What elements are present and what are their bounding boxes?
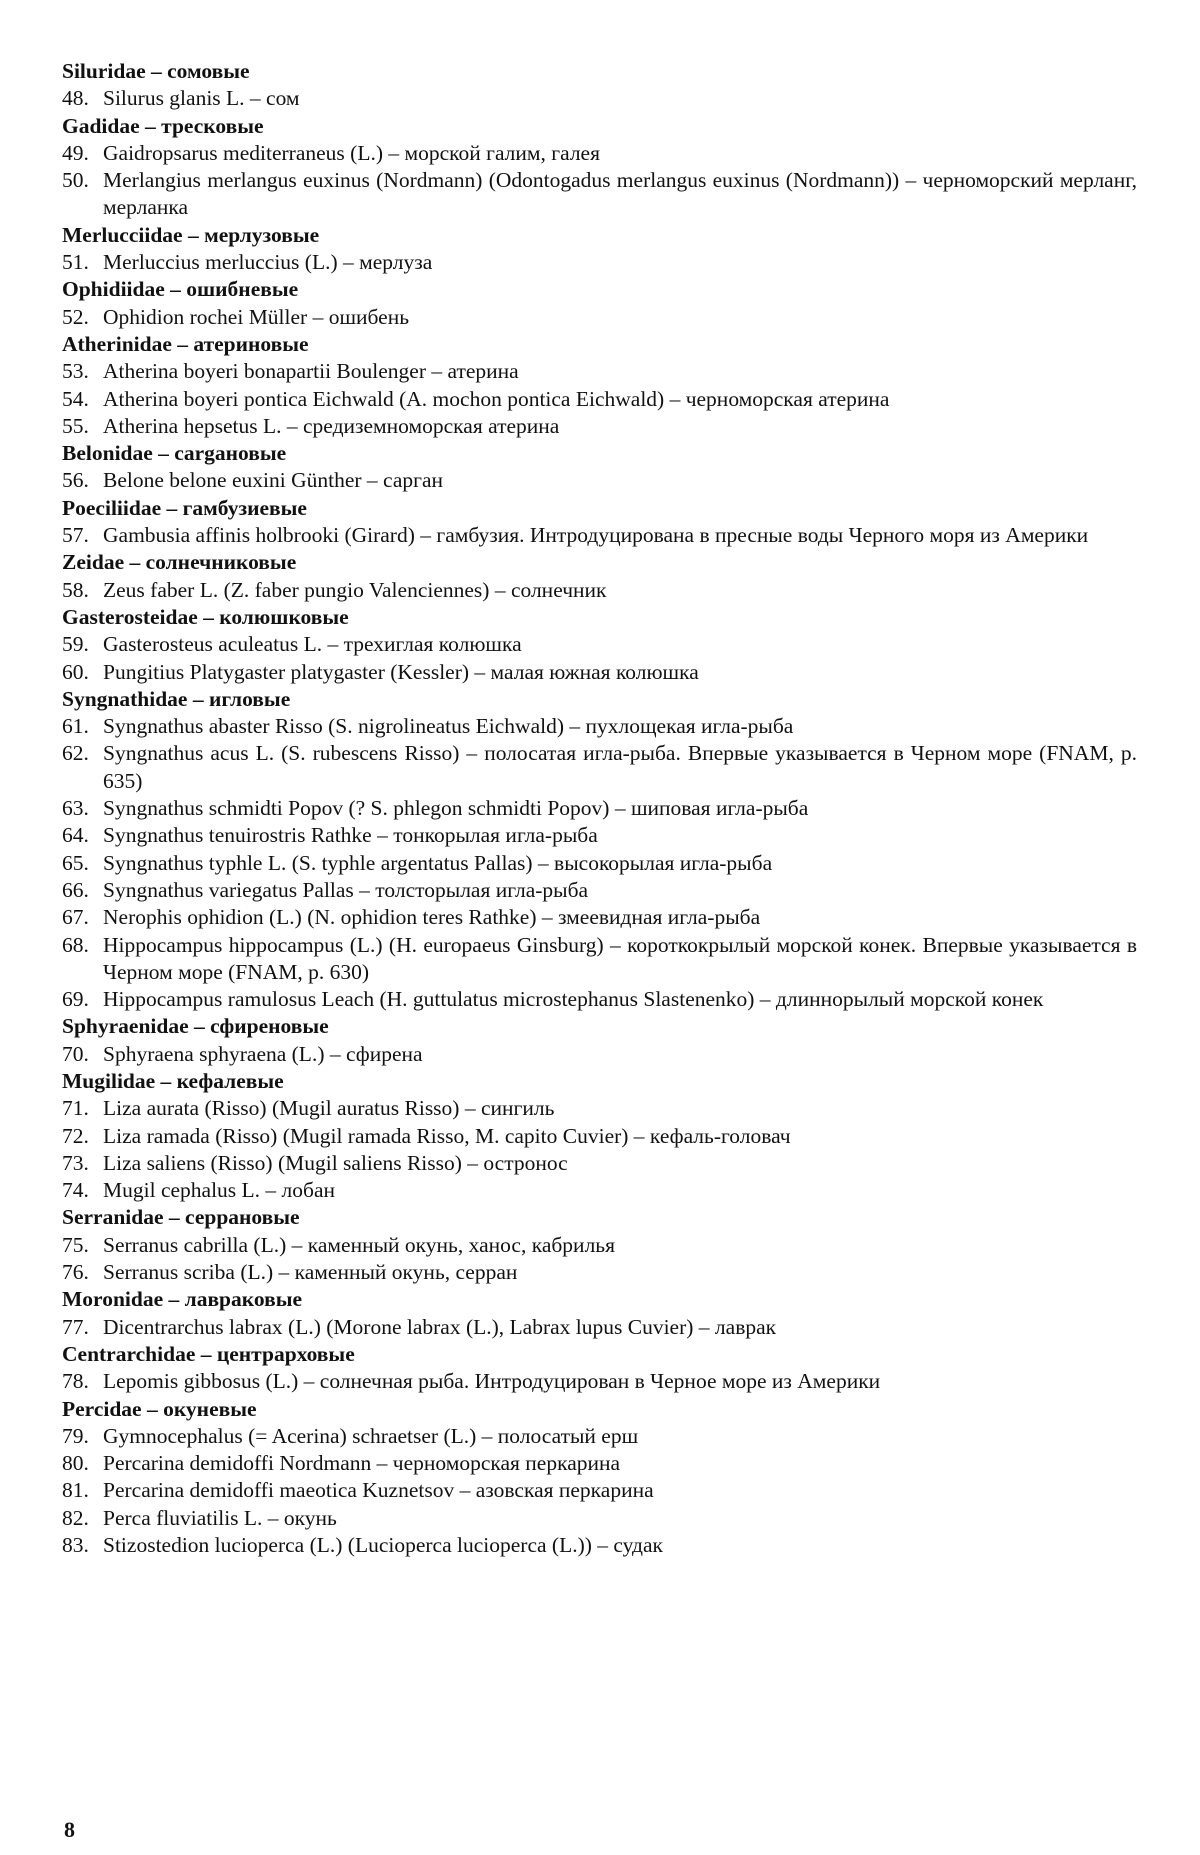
species-entry [62,467,1137,494]
entry-number: 73. [62,1150,89,1175]
species-entry [62,1423,1137,1450]
entry-text: Liza aurata (Risso) (Mugil auratus Risso) – сингиль [103,1096,555,1121]
species-entry [62,1368,1137,1395]
species-entry [62,1232,1137,1259]
family-heading: Mugilidae – кефалевые [62,1068,284,1093]
entry-number: 63. [62,796,89,821]
entry-text: Stizostedion lucioperca (L.) (Lucioperca lucioperca (L.)) – судак [103,1533,663,1558]
entry-text: Syngnathus variegatus Pallas – толсторылая игла-рыба [103,877,589,902]
entry-number: 48. [62,86,89,111]
entry-text: Gasterosteus aculeatus L. – трехиглая колюшка [103,632,522,657]
species-entry [62,1505,1137,1532]
entry-text: Perca fluviatilis L. – окунь [103,1505,337,1530]
species-entry [62,740,1137,795]
species-entry [62,795,1137,822]
entry-text: Merlangius merlangus euxinus (Nordmann) (Odontogadus merlangus euxinus (Nordmann)) – черноморский мерланг, мерланка [103,168,1137,220]
entry-text: Atherina boyeri pontica Eichwald (A. mochon pontica Eichwald) – черноморская атерина [103,386,890,411]
species-entry [62,304,1137,331]
species-entry [62,522,1137,549]
family-heading: Zeidae – солнечниковые [62,550,297,575]
species-entry [62,249,1137,276]
entry-number: 55. [62,413,89,438]
species-entry [62,822,1137,849]
species-entry [62,167,1137,222]
entry-text: Gambusia affinis holbrooki (Girard) – гамбузия. Интродуцирована в пресные воды Черного моря из Америки [103,523,1089,548]
species-entry [62,1477,1137,1504]
entry-number: 72. [62,1123,89,1148]
family-heading: Percidae – окуневые [62,1396,257,1421]
entry-number: 76. [62,1260,89,1285]
species-entry [62,904,1137,931]
family-heading: Sphyraenidae – сфиреновые [62,1014,329,1039]
species-entry [62,986,1137,1013]
species-entry [62,631,1137,658]
family-heading: Moronidae – лавраковые [62,1287,303,1312]
family-heading: Merlucciidae – мерлузовые [62,222,320,247]
entry-text: Atherina hepsetus L. – средиземноморская атерина [103,413,560,438]
entry-number: 52. [62,304,89,329]
family-heading: Gasterosteidae – колюшковые [62,604,349,629]
entry-text: Percarina demidoffi Nordmann – черноморская перкарина [103,1451,621,1476]
entry-text: Syngnathus tenuirostris Rathke – тонкорылая игла-рыба [103,823,598,848]
species-entry [62,1532,1137,1559]
entry-number: 58. [62,577,89,602]
entry-number: 59. [62,632,89,657]
species-entry [62,577,1137,604]
entry-text: Dicentrarchus labrax (L.) (Morone labrax (L.), Labrax lupus Cuvier) – лаврак [103,1314,777,1339]
species-entry [62,1150,1137,1177]
family-heading: Gadidae – тресковые [62,113,264,138]
species-entry [62,1095,1137,1122]
entry-number: 62. [62,741,89,766]
entry-number: 81. [62,1478,89,1503]
entry-text: Syngnathus schmidti Popov (? S. phlegon schmidti Popov) – шиповая игла-рыба [103,796,809,821]
entry-text: Hippocampus hippocampus (L.) (H. europaeus Ginsburg) – короткокрылый морской конек. Впервые указывается в Черном море (FNAM, p. 630) [103,932,1137,984]
entry-number: 53. [62,359,89,384]
entry-number: 56. [62,468,89,493]
entry-number: 51. [62,250,89,275]
family-heading: Ophidiidae – ошибневые [62,277,299,302]
family-heading: Poeciliidae – гамбузиевые [62,495,307,520]
entry-number: 74. [62,1178,89,1203]
entry-number: 78. [62,1369,89,1394]
entry-text: Belone belone euxini Günther – сарган [103,468,443,493]
entry-number: 61. [62,714,89,739]
entry-text: Ophidion rochei Müller – ошибень [103,304,410,329]
species-entry [62,850,1137,877]
entry-number: 82. [62,1505,89,1530]
entry-number: 71. [62,1096,89,1121]
entry-text: Sphyraena sphyraena (L.) – сфирена [103,1041,423,1066]
family-heading: Centrarchidae – центрарховые [62,1341,355,1366]
species-entry [62,386,1137,413]
entry-text: Pungitius Platygaster platygaster (Kessler) – малая южная колюшка [103,659,699,684]
species-entry [62,1177,1137,1204]
entry-number: 57. [62,523,89,548]
entry-text: Serranus cabrilla (L.) – каменный окунь, ханос, кабрилья [103,1232,615,1257]
entry-text: Gaidropsarus mediterraneus (L.) – морской галим, галея [103,140,600,165]
species-entry [62,413,1137,440]
entry-number: 54. [62,386,89,411]
species-list [62,58,1137,1559]
species-entry [62,140,1137,167]
entry-number: 79. [62,1423,89,1448]
family-heading: Belonidae – сargановые [62,441,287,466]
entry-text: Gymnocephalus (= Acerina) schraetser (L.) – полосатый ерш [103,1423,639,1448]
species-entry [62,358,1137,385]
entry-text: Liza saliens (Risso) (Mugil saliens Risso) – остронос [103,1150,568,1175]
entry-number: 83. [62,1533,89,1558]
entry-text: Atherina boyeri bonapartii Boulenger – атерина [103,359,519,384]
entry-text: Nerophis ophidion (L.) (N. ophidion teres Rathke) – змеевидная игла-рыба [103,905,761,930]
entry-text: Merluccius merluccius (L.) – мерлуза [103,250,433,275]
entry-number: 77. [62,1314,89,1339]
family-heading: Siluridae – сомовые [62,59,250,83]
entry-number: 64. [62,823,89,848]
entry-text: Liza ramada (Risso) (Mugil ramada Risso, M. capito Cuvier) – кефаль-головач [103,1123,791,1148]
entry-number: 50. [62,168,89,193]
entry-text: Syngnathus abaster Risso (S. nigrolineatus Eichwald) – пухлощекая игла-рыба [103,714,794,739]
entry-number: 80. [62,1451,89,1476]
species-entry [62,1259,1137,1286]
entry-text: Mugil cephalus L. – лобан [103,1178,336,1203]
entry-number: 68. [62,932,89,957]
family-heading: Syngnathidae – игловые [62,686,291,711]
species-entry [62,1041,1137,1068]
entry-text: Zeus faber L. (Z. faber pungio Valenciennes) – солнечник [103,577,607,602]
species-entry [62,1123,1137,1150]
entry-text: Silurus glanis L. – сом [103,86,300,111]
entry-number: 75. [62,1232,89,1257]
species-entry [62,1450,1137,1477]
species-entry [62,932,1137,987]
entry-number: 69. [62,987,89,1012]
species-entry [62,713,1137,740]
entry-number: 65. [62,850,89,875]
page-number: 8 [64,1817,75,1842]
species-entry [62,1314,1137,1341]
entry-number: 49. [62,140,89,165]
species-entry [62,659,1137,686]
entry-number: 60. [62,659,89,684]
species-entry [62,877,1137,904]
entry-number: 67. [62,905,89,930]
family-heading: Serranidae – серрановые [62,1205,300,1230]
entry-text: Lepomis gibbosus (L.) – солнечная рыба. Интродуцирован в Черное море из Америки [103,1369,881,1394]
species-entry [62,85,1137,112]
entry-text: Percarina demidoffi maeotica Kuznetsov – азовская перкарина [103,1478,654,1503]
entry-number: 66. [62,877,89,902]
entry-text: Serranus scriba (L.) – каменный окунь, серран [103,1260,518,1285]
entry-number: 70. [62,1041,89,1066]
entry-text: Hippocampus ramulosus Leach (H. guttulatus microstephanus Slastenenko) – длиннорылый морской конек [103,987,1044,1012]
entry-text: Syngnathus acus L. (S. rubescens Risso) – полосатая игла-рыба. Впервые указывается в Черном море (FNAM, p. 635) [103,741,1137,793]
entry-text: Syngnathus typhle L. (S. typhle argentatus Pallas) – высокорылая игла-рыба [103,850,773,875]
family-heading: Atherinidae – атериновые [62,331,309,356]
